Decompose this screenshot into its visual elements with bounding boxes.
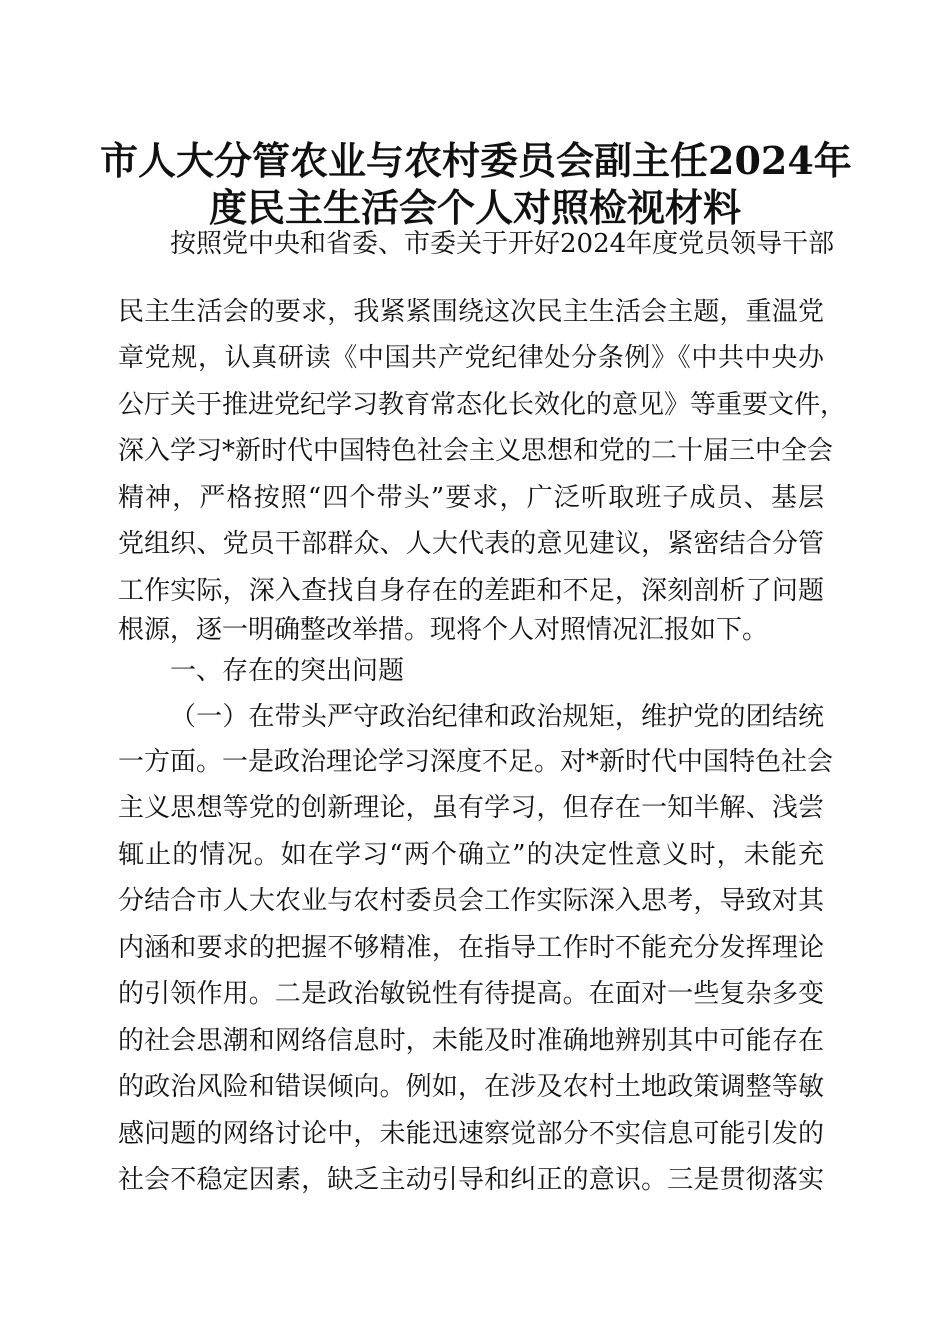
paragraph-line: 按照党中央和省委、市委关于开好2024年度党员领导干部 (170, 229, 835, 259)
paragraph-line: 感问题的网络讨论中，未能迅速察觉部分不实信息可能引发的 (118, 1119, 824, 1149)
paragraph-line: 一方面。一是政治理论学习深度不足。对*新时代中国特色社会 (118, 747, 834, 777)
paragraph-line: 的政治风险和错误倾向。例如，在涉及农村土地政策调整等敏 (118, 1072, 824, 1102)
paragraph-line: 内涵和要求的把握不够精准，在指导工作时不能充分发挥理论 (118, 933, 824, 963)
paragraph-line: 辄止的情况。如在学习“两个确立”的决定性意义时，未能充 (118, 840, 824, 870)
document-title-line-2: 度民主生活会个人对照检视材料 (208, 185, 741, 230)
section-heading: 一、存在的突出问题 (170, 656, 405, 686)
paragraph-line: 精神，严格按照“四个带头”要求，广泛听取班子成员、基层 (118, 483, 824, 513)
paragraph-line: 章党规，认真研读《中国共产党纪律处分条例》《中共中央办 (118, 343, 824, 373)
paragraph-line: 深入学习*新时代中国特色社会主义思想和党的二十届三中全会 (118, 436, 834, 466)
paragraph-line: 的社会思潮和网络信息时，未能及时准确地辨别其中可能存在 (118, 1026, 824, 1056)
paragraph-line: 根源，逐一明确整改举措。现将个人对照情况汇报如下。 (118, 615, 769, 645)
paragraph-line: （一）在带头严守政治纪律和政治规矩，维护党的团结统 (170, 702, 824, 732)
paragraph-line: 的引领作用。二是政治敏锐性有待提高。在面对一些复杂多变 (118, 979, 824, 1009)
paragraph-line: 主义思想等党的创新理论，虽有学习，但存在一知半解、浅尝 (118, 793, 824, 823)
paragraph-line: 公厅关于推进党纪学习教育常态化长效化的意见》等重要文件， (118, 390, 847, 420)
paragraph-line: 工作实际，深入查找自身存在的差距和不足，深刻剖析了问题 (118, 576, 824, 606)
paragraph-line: 社会不稳定因素，缺乏主动引导和纠正的意识。三是贯彻落实 (118, 1165, 824, 1195)
paragraph-line: 党组织、党员干部群众、人大代表的意见建议，紧密结合分管 (118, 529, 824, 559)
document-title-line-1: 市人大分管农业与农村委员会副主任2024年 (100, 138, 852, 183)
paragraph-line: 民主生活会的要求，我紧紧围绕这次民主生活会主题，重温党 (118, 297, 824, 327)
paragraph-line: 分结合市人大农业与农村委员会工作实际深入思考，导致对其 (118, 886, 824, 916)
